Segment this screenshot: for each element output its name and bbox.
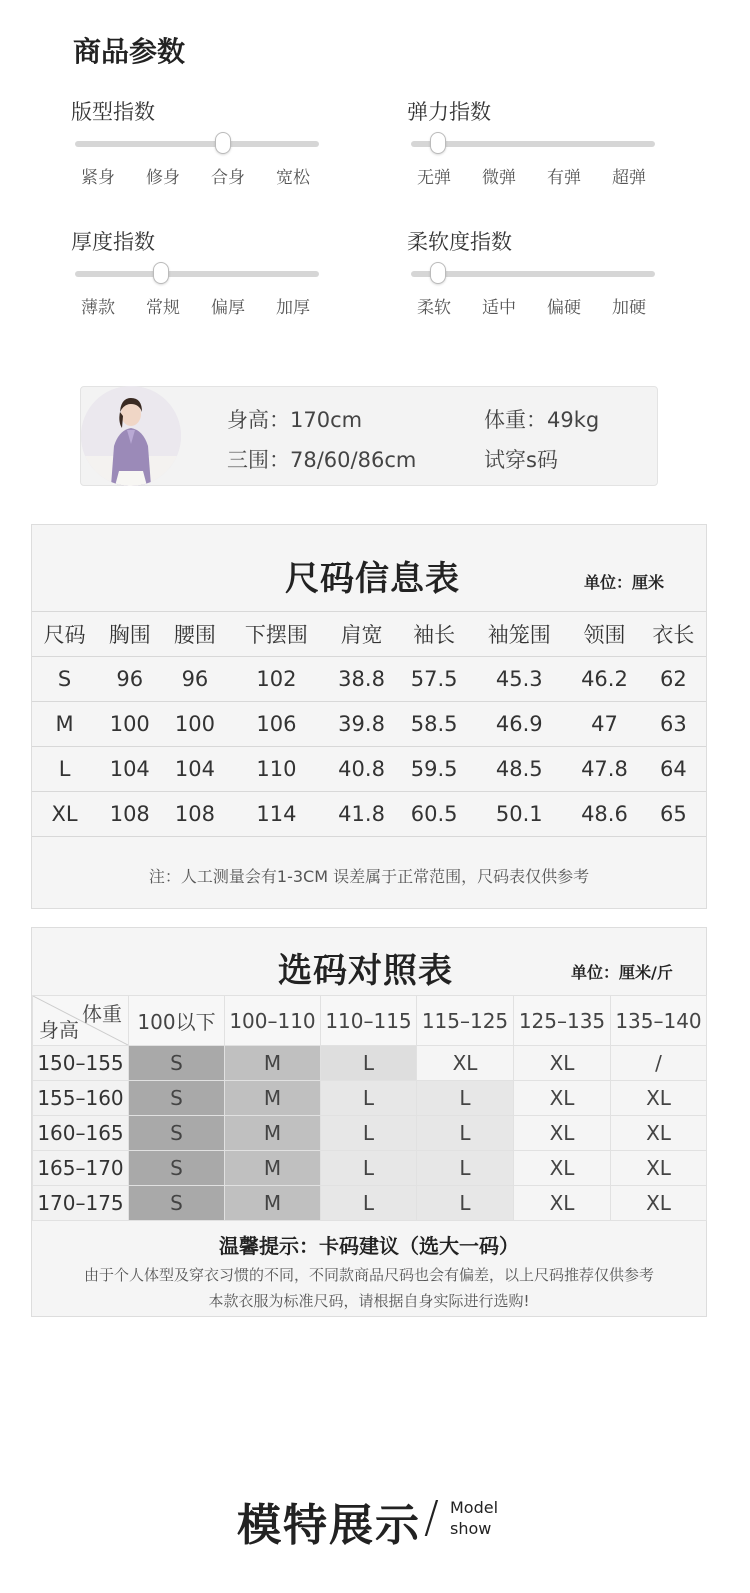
select-table-unit: 单位：厘米/斤	[571, 963, 673, 982]
table-cell: 102	[228, 657, 326, 702]
table-cell: 41.8	[325, 792, 398, 837]
column-header: 下摆围	[228, 612, 326, 657]
table-cell: 58.5	[398, 702, 471, 747]
param-option: 有弹	[547, 168, 581, 188]
column-header: 尺码	[32, 612, 97, 657]
table-cell: 104	[97, 747, 162, 792]
table-cell: S	[129, 1081, 225, 1116]
table-cell: 48.5	[470, 747, 568, 792]
table-cell: L	[417, 1151, 514, 1186]
table-row	[33, 1116, 707, 1151]
table-header-row	[32, 612, 706, 657]
table-cell: XL	[514, 1151, 611, 1186]
slider-knob	[430, 132, 446, 154]
param-option: 宽松	[276, 168, 310, 188]
table-cell: M	[225, 1186, 321, 1221]
table-cell: S	[129, 1151, 225, 1186]
model-tried-size: 试穿s码	[484, 448, 558, 472]
table-cell: /	[611, 1046, 707, 1081]
table-cell: M	[225, 1116, 321, 1151]
table-cell: S	[129, 1186, 225, 1221]
slider-knob	[215, 132, 231, 154]
param-option: 紧身	[81, 168, 115, 188]
table-row	[32, 657, 706, 702]
table-cell: 48.6	[568, 792, 641, 837]
table-cell: 62	[641, 657, 706, 702]
table-header-row	[33, 996, 707, 1046]
table-cell: L	[32, 747, 97, 792]
tip-line-1: 由于个人体型及穿衣习惯的不同，不同款商品尺码也会有偏差，以上尺码推荐仅供参考	[83, 1266, 654, 1284]
row-header: 155–160	[33, 1081, 129, 1116]
model-weight: 体重：49kg	[484, 408, 600, 432]
table-cell: L	[321, 1116, 417, 1151]
table-cell: 50.1	[470, 792, 568, 837]
model-show-slash: /	[424, 1492, 439, 1543]
column-header: 袖笼围	[470, 612, 568, 657]
table-cell: 100	[97, 702, 162, 747]
select-table	[32, 995, 707, 1221]
table-cell: XL	[611, 1081, 707, 1116]
table-cell: XL	[417, 1046, 514, 1081]
table-cell: XL	[32, 792, 97, 837]
table-cell: 59.5	[398, 747, 471, 792]
model-avatar	[81, 386, 181, 486]
param-option: 常规	[146, 298, 180, 318]
param-option: 偏厚	[211, 298, 245, 318]
param-option: 修身	[146, 168, 180, 188]
table-row	[33, 1151, 707, 1186]
tip-line-2: 本款衣服为标准尺码，请根据自身实际进行选购!	[208, 1292, 530, 1310]
table-cell: 104	[162, 747, 227, 792]
table-cell: 106	[228, 702, 326, 747]
param-option: 加硬	[612, 298, 646, 318]
select-table-title: 选码对照表	[278, 951, 453, 991]
table-row	[32, 747, 706, 792]
param-label: 柔软度指数	[407, 230, 512, 254]
param-label: 厚度指数	[71, 230, 155, 254]
column-header: 125–135	[514, 996, 611, 1046]
size-table-title: 尺码信息表	[285, 559, 460, 599]
param-elasticity	[407, 97, 657, 188]
row-header: 160–165	[33, 1116, 129, 1151]
table-cell: XL	[514, 1186, 611, 1221]
size-table-note: 注：人工测量会有1-3CM 误差属于正常范围，尺码表仅供参考	[148, 867, 590, 886]
size-table	[32, 611, 706, 837]
column-header: 135–140	[611, 996, 707, 1046]
table-row	[33, 1186, 707, 1221]
table-cell: L	[321, 1151, 417, 1186]
table-cell: 45.3	[470, 657, 568, 702]
size-table-unit: 单位：厘米	[584, 573, 665, 592]
table-cell: 108	[162, 792, 227, 837]
table-cell: S	[129, 1046, 225, 1081]
table-cell: S	[32, 657, 97, 702]
table-cell: 38.8	[325, 657, 398, 702]
param-option: 超弹	[612, 168, 646, 188]
column-header: 100–110	[225, 996, 321, 1046]
column-header: 袖长	[398, 612, 471, 657]
param-fit	[71, 97, 321, 188]
slider-knob	[153, 262, 169, 284]
column-header: 衣长	[641, 612, 706, 657]
table-cell: 39.8	[325, 702, 398, 747]
table-cell: M	[225, 1151, 321, 1186]
column-header: 胸围	[97, 612, 162, 657]
table-divider	[32, 836, 706, 837]
table-row	[33, 1046, 707, 1081]
table-row	[33, 1081, 707, 1116]
param-option: 加厚	[276, 298, 310, 318]
model-show-title: 模特展示	[237, 1500, 421, 1551]
table-cell: S	[129, 1116, 225, 1151]
table-cell: 57.5	[398, 657, 471, 702]
slider-track	[411, 141, 655, 147]
model-show-english	[450, 1497, 498, 1539]
table-cell: 114	[228, 792, 326, 837]
size-info-box	[31, 524, 707, 909]
table-cell: 46.2	[568, 657, 641, 702]
tip-title: 温馨提示：卡码建议（选大一码）	[219, 1234, 519, 1258]
model-measurements: 三围：78/60/86cm	[227, 448, 417, 472]
table-cell: 40.8	[325, 747, 398, 792]
table-cell: XL	[611, 1186, 707, 1221]
corner-header	[33, 996, 129, 1046]
table-cell: 96	[162, 657, 227, 702]
param-softness	[407, 227, 657, 318]
table-cell: L	[417, 1116, 514, 1151]
table-cell: 96	[97, 657, 162, 702]
model-show-en-line1: Model	[450, 1498, 499, 1517]
table-cell: 110	[228, 747, 326, 792]
column-header: 领围	[568, 612, 641, 657]
model-height: 身高：170cm	[227, 408, 363, 432]
corner-weight-label: 体重	[82, 1002, 122, 1026]
table-cell: XL	[514, 1046, 611, 1081]
column-header: 115–125	[417, 996, 514, 1046]
table-cell: 63	[641, 702, 706, 747]
param-option: 无弹	[417, 168, 451, 188]
table-cell: 47	[568, 702, 641, 747]
slider-track	[411, 271, 655, 277]
model-show-en-line2: show	[450, 1519, 492, 1538]
column-header: 肩宽	[325, 612, 398, 657]
table-cell: L	[417, 1186, 514, 1221]
param-option: 合身	[211, 168, 245, 188]
slider-knob	[430, 262, 446, 284]
table-cell: XL	[611, 1151, 707, 1186]
table-cell: L	[321, 1186, 417, 1221]
table-cell: 60.5	[398, 792, 471, 837]
model-info-card	[80, 386, 658, 486]
param-option: 偏硬	[547, 298, 581, 318]
table-cell: 100	[162, 702, 227, 747]
table-cell: 64	[641, 747, 706, 792]
table-cell: 65	[641, 792, 706, 837]
param-label: 版型指数	[71, 100, 155, 124]
table-cell: 47.8	[568, 747, 641, 792]
table-cell: 108	[97, 792, 162, 837]
table-cell: XL	[611, 1116, 707, 1151]
param-option: 柔软	[417, 298, 451, 318]
slider-track	[75, 141, 319, 147]
table-row	[32, 702, 706, 747]
row-header: 150–155	[33, 1046, 129, 1081]
table-cell: M	[225, 1046, 321, 1081]
corner-height-label: 身高	[39, 1018, 79, 1042]
table-cell: L	[321, 1081, 417, 1116]
table-cell: M	[32, 702, 97, 747]
row-header: 170–175	[33, 1186, 129, 1221]
slider-track	[75, 271, 319, 277]
size-select-box	[31, 927, 707, 1317]
param-option: 适中	[482, 298, 516, 318]
param-thickness	[71, 227, 321, 318]
row-header: 165–170	[33, 1151, 129, 1186]
table-cell: 46.9	[470, 702, 568, 747]
table-cell: L	[417, 1081, 514, 1116]
param-label: 弹力指数	[407, 100, 491, 124]
table-cell: XL	[514, 1081, 611, 1116]
param-option: 薄款	[81, 298, 115, 318]
param-option: 微弹	[482, 168, 516, 188]
table-cell: M	[225, 1081, 321, 1116]
column-header: 腰围	[162, 612, 227, 657]
table-cell: XL	[514, 1116, 611, 1151]
params-title: 商品参数	[73, 35, 186, 68]
table-row	[32, 792, 706, 837]
column-header: 110–115	[321, 996, 417, 1046]
column-header: 100以下	[129, 996, 225, 1046]
table-cell: L	[321, 1046, 417, 1081]
